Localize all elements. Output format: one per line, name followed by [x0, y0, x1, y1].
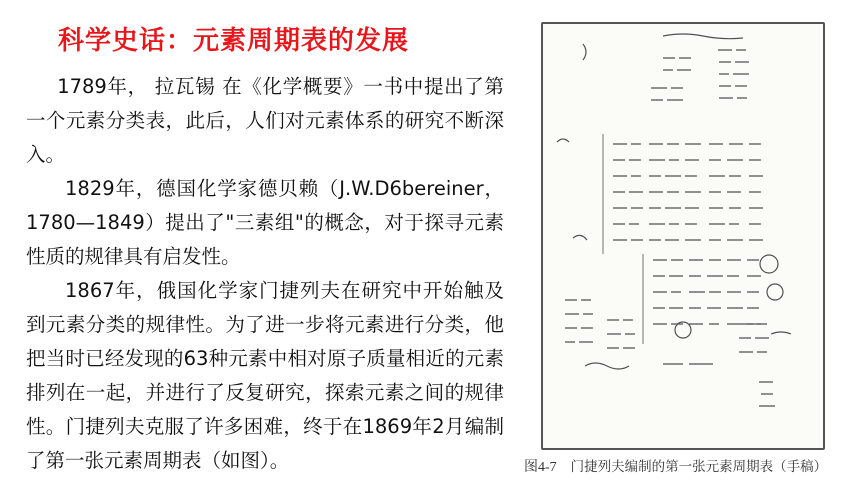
paragraph-1: 1789年， 拉瓦锡 在《化学概要》一书中提出了第一个元素分类表，此后，人们对元素体系的研究不断深入。	[26, 75, 504, 166]
page-title: 科学史话：元素周期表的发展	[58, 26, 410, 56]
figure-number: 图4-7	[524, 460, 557, 475]
figure-caption-text: 门捷列夫编制的第一张元素周期表（手稿）	[570, 459, 828, 475]
manuscript-periodic-table-image	[541, 22, 825, 450]
paragraph-3: 1867年，俄国化学家门捷列夫在研究中开始触及到元素分类的规律性。为了进一步将元素进行分类，他把当时已经发现的63种元素中相对原子质量相近的元素排列在一起，并进行了反复研究，探索元素之间的规律性。门捷列夫克服了许多困难，终于在1869年2月编制了第一张元素周期表（如图）。	[26, 279, 504, 472]
handwritten-table-sketch	[543, 24, 823, 448]
article-body	[26, 70, 504, 478]
figure-caption	[524, 455, 844, 476]
paragraph-2: 1829年，德国化学家德贝赖（J.W.D6bereiner，1780—1849）提出了"三素组"的概念，对于探寻元素性质的规律具有启发性。	[26, 177, 504, 268]
